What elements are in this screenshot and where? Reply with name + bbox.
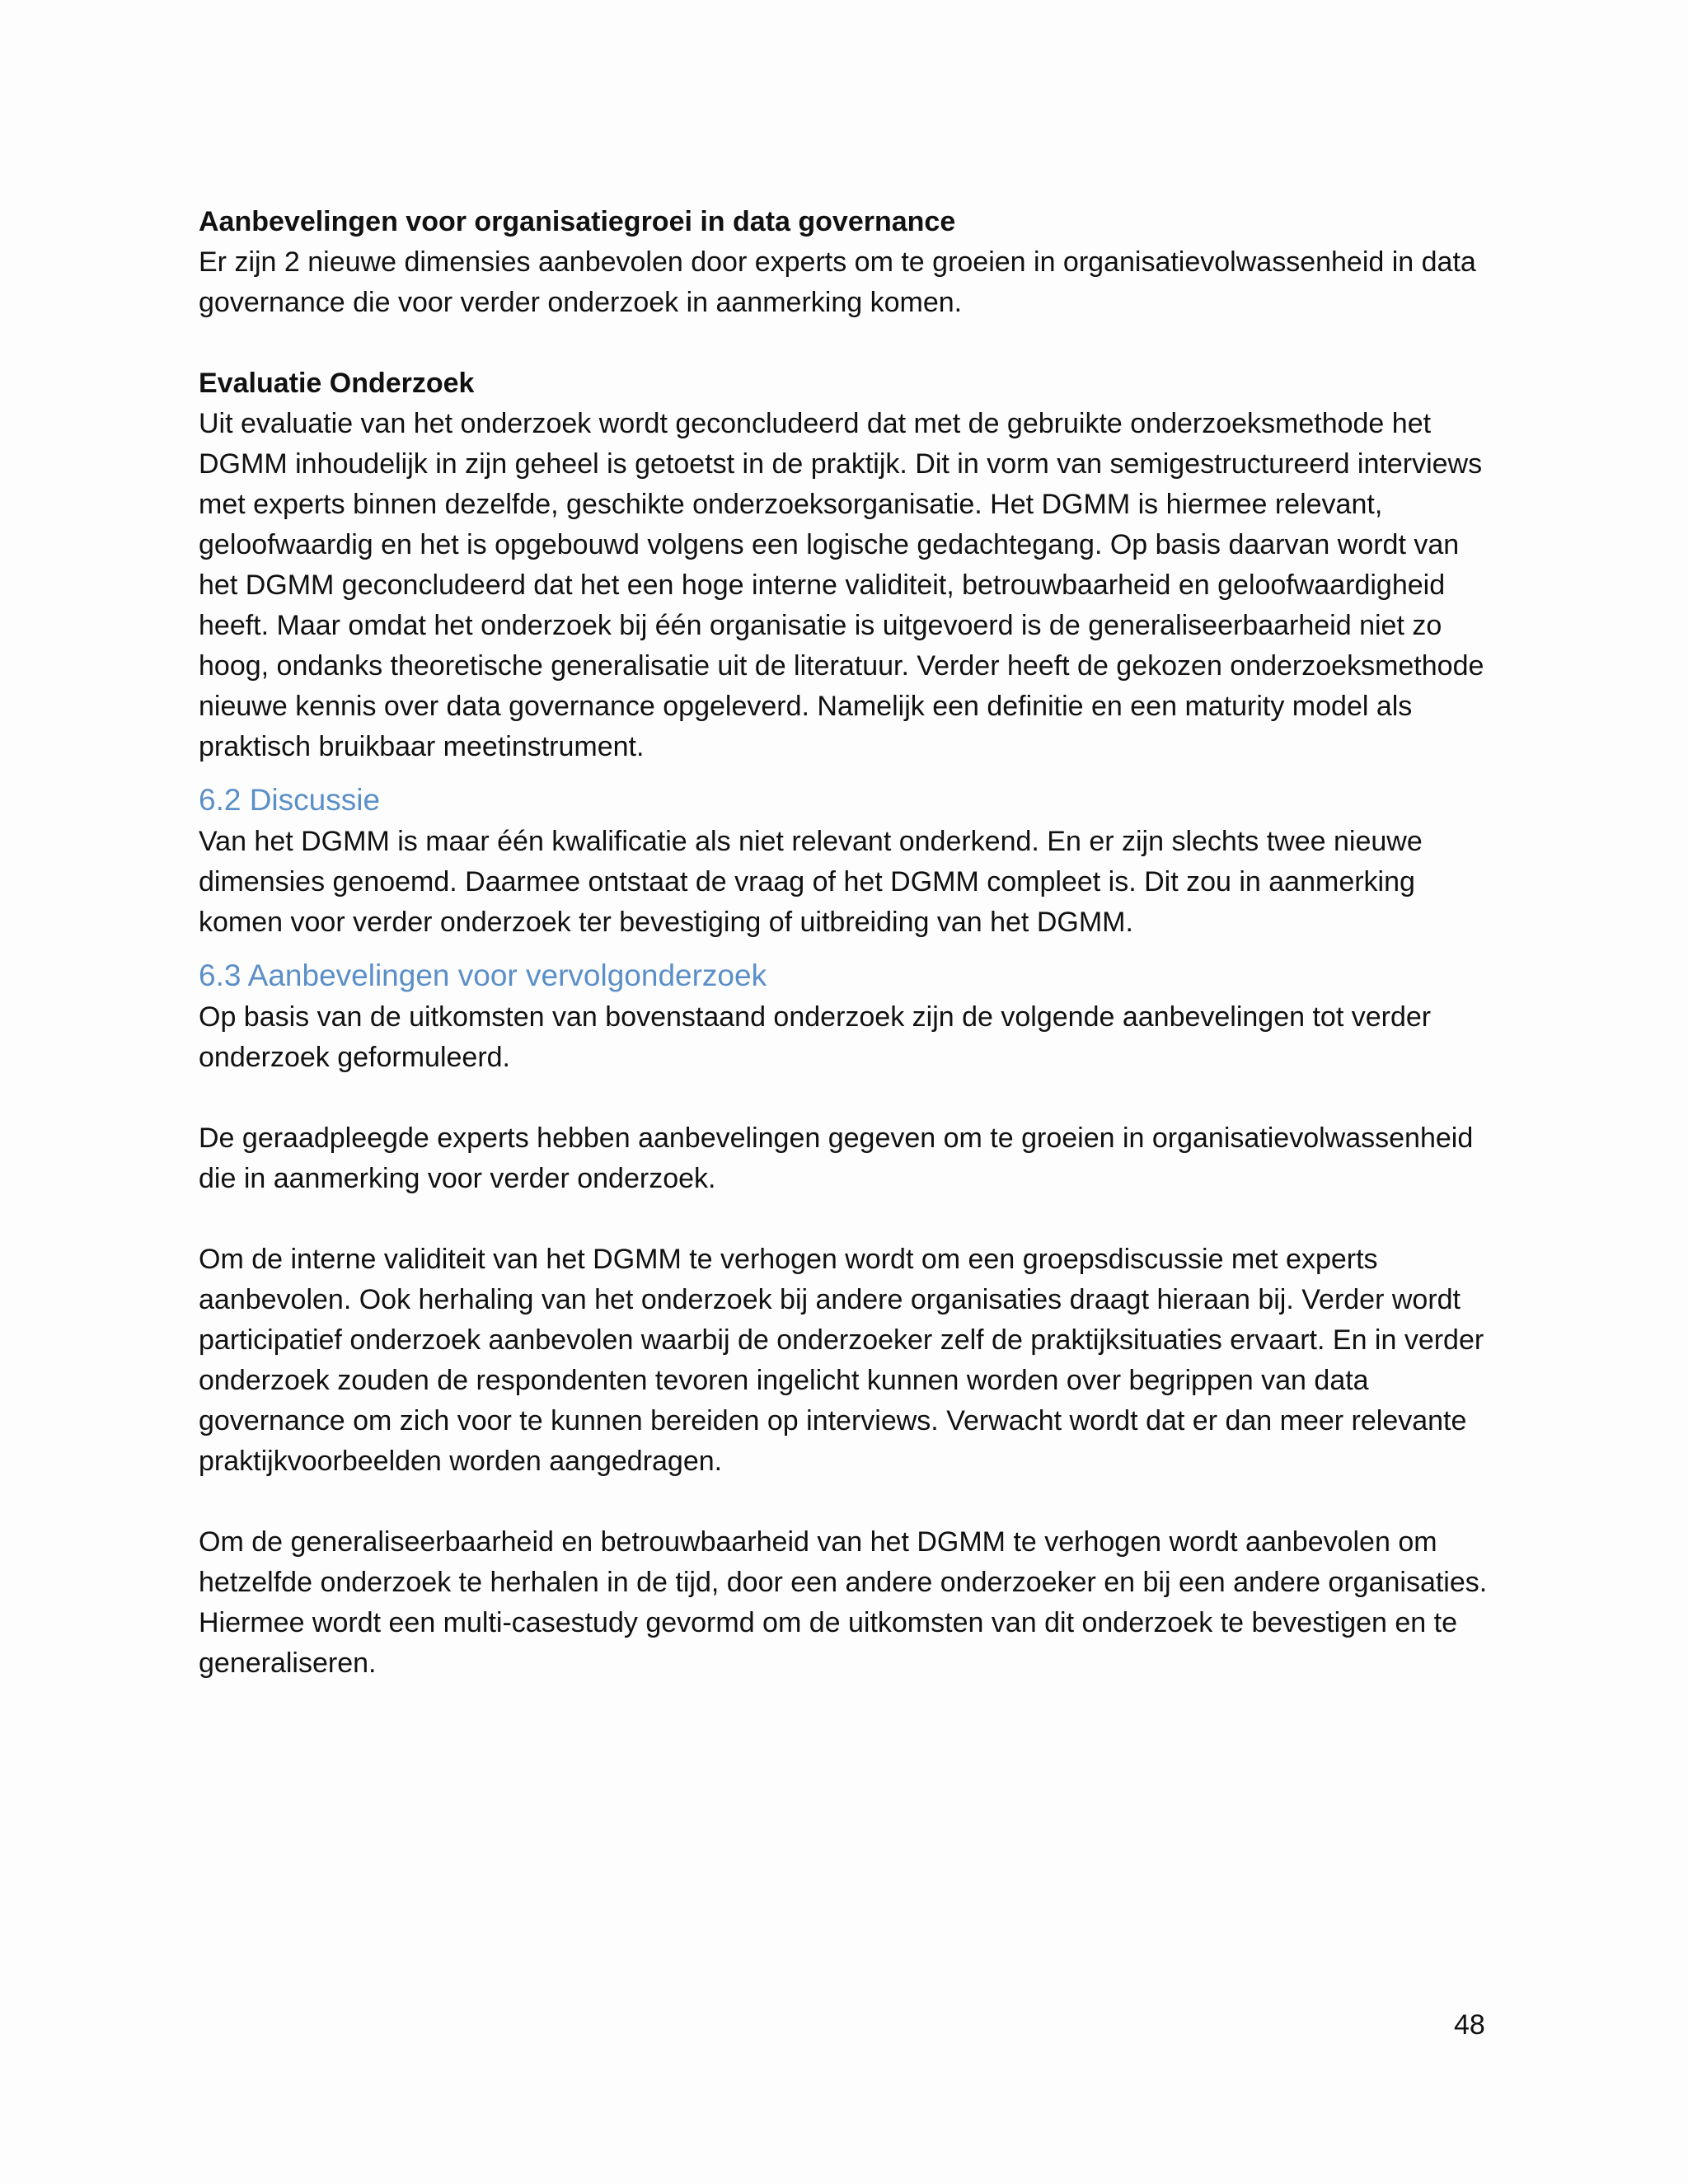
document-page (199, 202, 1501, 1684)
section-title-followup: 6.3 Aanbevelingen voor vervolgonderzoek (199, 958, 767, 992)
section-title-discussion: 6.2 Discussie (199, 783, 381, 817)
followup-paragraph-1: Op basis van de uitkomsten van bovenstaand onderzoek zijn de volgende aanbevelingen tot verder onderzoek geformuleerd. (199, 1001, 1432, 1073)
discussion-paragraph: Van het DGMM is maar één kwalificatie als niet relevant onderkend. En er zijn slechts twee nieuwe dimensies genoemd. Daarmee ontstaat de vraag of het DGMM compleet is. Dit zou in aanmerking komen voor verder onderzoek ter bevestiging of uitbreiding van het DGMM. (199, 826, 1423, 938)
evaluation-heading: Evaluatie Onderzoek (199, 368, 475, 399)
recommendations-paragraph: Er zijn 2 nieuwe dimensies aanbevolen door experts om te groeien in organisatievolwassenheid in data governance die voor verder onderzoek in aanmerking komen. (199, 246, 1476, 318)
spacer (199, 1482, 1501, 1522)
spacer (199, 1078, 1501, 1118)
recommendations-heading: Aanbevelingen voor organisatiegroei in data governance (199, 206, 956, 237)
followup-paragraph-3: Om de interne validiteit van het DGMM te verhogen wordt om een groepsdiscussie met experts aanbevolen. Ook herhaling van het onderzoek bij andere organisaties draagt hieraan bij. Verder wordt participatief onderzoek aanbevolen waarbij de onderzoeker zelf de praktijksituaties ervaart. En in verder onderzoek zouden de respondenten tevoren ingelicht kunnen worden over begrippen van data governance om zich voor te kunnen bereiden op interviews. Verwacht wordt dat er dan meer relevante praktijkvoorbeelden worden aangedragen. (199, 1244, 1484, 1477)
followup-paragraph-2: De geraadpleegde experts hebben aanbevelingen gegeven om te groeien in organisatievolwassenheid die in aanmerking voor verder onderzoek. (199, 1122, 1474, 1194)
spacer (199, 1199, 1501, 1240)
followup-paragraph-4: Om de generaliseerbaarheid en betrouwbaarheid van het DGMM te verhogen wordt aanbevolen om hetzelfde onderzoek te herhalen in de tijd, door een andere onderzoeker en bij een andere organisaties. Hiermee wordt een multi-casestudy gevormd om de uitkomsten van dit onderzoek te bevestigen en te generaliseren. (199, 1526, 1488, 1679)
spacer (199, 323, 1501, 363)
evaluation-paragraph: Uit evaluatie van het onderzoek wordt geconcludeerd dat met de gebruikte onderzoeksmethode het DGMM inhoudelijk in zijn geheel is getoetst in de praktijk. Dit in vorm van semigestructureerd interviews met experts binnen dezelfde, geschikte onderzoeksorganisatie. Het DGMM is hiermee relevant, geloofwaardig en het is opgebouwd volgens een logische gedachtegang. Op basis daarvan wordt van het DGMM geconcludeerd dat het een hoge interne validiteit, betrouwbaarheid en geloofwaardigheid heeft. Maar omdat het onderzoek bij één organisatie is uitgevoerd is de generaliseerbaarheid niet zo hoog, ondanks theoretische generalisatie uit de literatuur. Verder heeft de gekozen onderzoeksmethode nieuwe kennis over data governance opgeleverd. Namelijk een definitie en een maturity model als praktisch bruikbaar meetinstrument. (199, 408, 1484, 762)
page-number: 48 (1454, 2009, 1485, 2041)
